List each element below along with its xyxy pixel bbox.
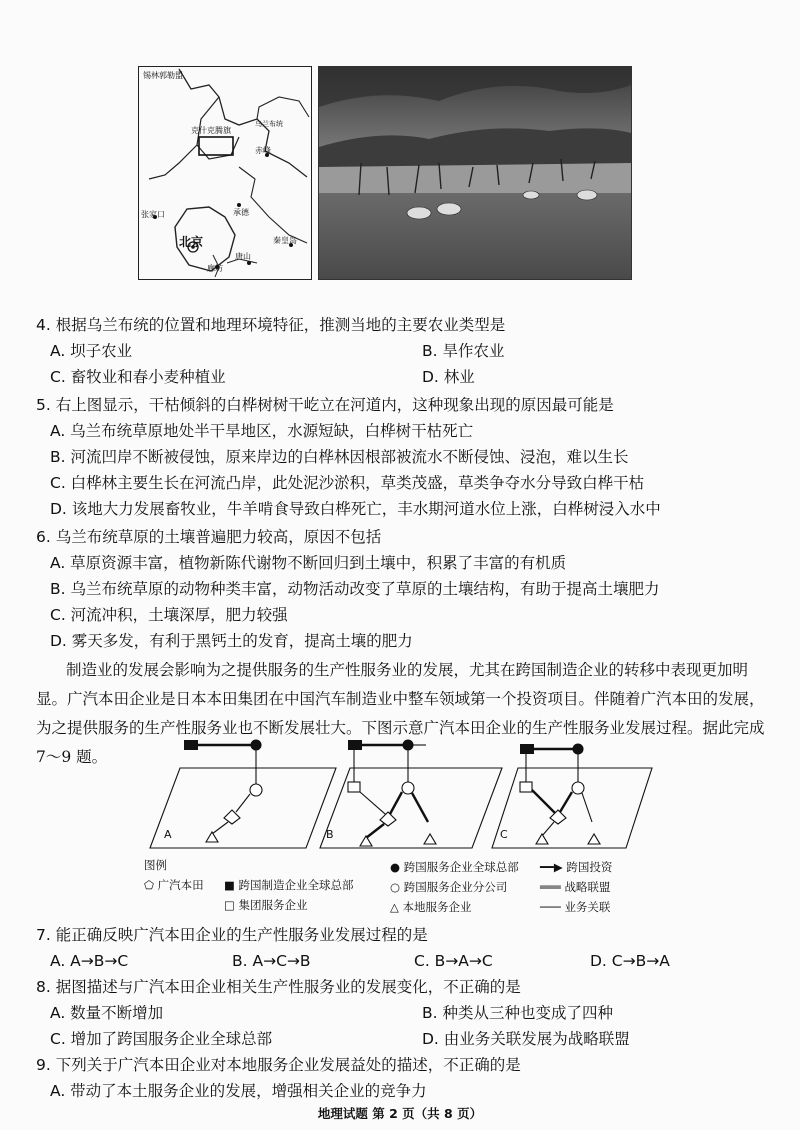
question-7-option-b[interactable]: B. A→C→B [232,952,311,970]
map-label-tangshan: 唐山 [235,252,251,261]
question-5-option-c[interactable]: C. 白桦林主要生长在河流凸岸，此处泥沙淤积，草类茂盛，草类争夺水分导致白桦干枯 [50,474,645,492]
question-4-option-c[interactable]: C. 畜牧业和春小麦种植业 [50,368,226,386]
map-label-qinhuangdao: 秦皇岛 [273,236,297,245]
legend-item-group-service: □ 集团服务企业 [224,898,308,912]
legend-item-mfg-hq: ■ 跨国制造企业全球总部 [224,878,354,892]
question-7-stem: 7. 能正确反映广汽本田企业的生产性服务业发展过程的是 [36,926,428,944]
panel-b-label: B [326,828,334,841]
legend-item-local-service: △ 本地服务企业 [390,900,472,914]
legend-label: 跨国服务企业全球总部 [403,860,519,874]
legend-item-alliance: ═══ 战略联盟 [540,880,611,894]
map-label-chengde: 承德 [233,208,249,217]
page-footer: 地理试题 第 2 页（共 8 页） [317,1106,483,1121]
question-6-option-b[interactable]: B. 乌兰布统草原的动物种类丰富，动物活动改变了草原的土壤结构，有助于提高土壤肥力 [50,580,660,598]
question-4-option-d[interactable]: D. 林业 [422,368,475,386]
question-8-stem: 8. 据图描述与广汽本田企业相关生产性服务业的发展变化，不正确的是 [36,978,521,996]
question-9-stem: 9. 下列关于广汽本田企业对本地服务企业发展益处的描述，不正确的是 [36,1056,521,1074]
map-label-hexigten: 克什克腾旗 [191,126,231,135]
question-7-option-d[interactable]: D. C→B→A [590,952,670,970]
legend-label: 战略联盟 [564,880,611,894]
legend-item-investment: ━━▶ 跨国投资 [540,860,613,874]
question-4-stem: 4. 根据乌兰布统的位置和地理环境特征，推测当地的主要农业类型是 [36,316,506,334]
question-4-option-b[interactable]: B. 旱作农业 [422,342,505,360]
question-7-option-c[interactable]: C. B→A→C [414,952,493,970]
location-map [138,66,312,280]
legend-label: 业务关联 [564,900,611,914]
question-8-option-d[interactable]: D. 由业务关联发展为战略联盟 [422,1030,630,1048]
map-label-wulanbutong: 乌兰布统 [255,120,283,128]
question-6-option-c[interactable]: C. 河流冲积，土壤深厚，肥力较强 [50,606,288,624]
legend-label: 广汽本田 [157,878,204,892]
map-label-xilingol: 锡林郭勒盟 [143,71,183,80]
panel-c-label: C [500,828,508,841]
legend-item-business-link: ─── 业务关联 [540,900,611,914]
panel-a [150,740,336,848]
legend-label: 本地服务企业 [402,900,472,914]
question-8-option-b[interactable]: B. 种类从三种也变成了四种 [422,1004,613,1022]
legend-item-service-hq: ● 跨国服务企业全球总部 [390,860,519,874]
map-label-langfang: 廊坊 [207,264,223,273]
diagram-legend [144,857,664,919]
map-label-zhangjiakou: 张家口 [141,210,165,219]
grassland-photo [318,66,632,280]
question-5-option-a[interactable]: A. 乌兰布统草原地处半干旱地区，水源短缺，白桦树干枯死亡 [50,422,474,440]
panel-a-label: A [164,828,172,841]
question-5-option-d[interactable]: D. 该地大力发展畜牧业，牛羊啃食导致白桦死亡，丰水期河道水位上涨，白桦树浸入水中 [50,500,661,518]
panel-b [320,740,502,848]
map-label-beijing: 北京 [179,235,204,249]
panel-c [492,744,652,848]
question-8-option-c[interactable]: C. 增加了跨国服务企业全球总部 [50,1030,273,1048]
legend-label: 跨国服务企业分公司 [403,880,508,894]
question-6-option-d[interactable]: D. 雾天多发，有利于黑钙土的发育，提高土壤的肥力 [50,632,413,650]
legend-label: 跨国投资 [566,860,613,874]
diagram-svg [140,738,660,858]
legend-label: 跨国制造企业全球总部 [238,878,354,892]
passage-text: 制造业的发展会影响为之提供服务的生产性服务业的发展，尤其在跨国制造企业的转移中表现更加明显。广汽本田企业是日本本田集团在中国汽车制造业中整车领域第一个投资项目。伴随着广汽本田的发展，为之提供服务的生产性服务业也不断发展壮大。下图示意广汽本田企业的生产性服务业发展过程。据此完成 7～9 题。 [36,661,765,766]
question-4-option-a[interactable]: A. 坝子农业 [50,342,133,360]
map-drawing [139,67,311,279]
legend-item-service-branch: ○ 跨国服务企业分公司 [390,880,508,894]
question-8-option-a[interactable]: A. 数量不断增加 [50,1004,164,1022]
question-7-option-a[interactable]: A. A→B→C [50,952,129,970]
legend-item-honda: ⬠ 广汽本田 [144,878,204,892]
question-5-option-b[interactable]: B. 河流凹岸不断被侵蚀，原来岸边的白桦林因根部被流水不断侵蚀、浸泡，难以生长 [50,448,629,466]
question-6-option-a[interactable]: A. 草原资源丰富，植物新陈代谢物不断回归到土壤中，积累了丰富的有机质 [50,554,567,572]
figure-row [138,66,638,280]
legend-label: 集团服务企业 [238,898,308,912]
map-label-chifeng: 赤峰 [255,146,271,155]
legend-title: 图例 [144,858,167,872]
question-5-stem: 5. 右上图显示，干枯倾斜的白桦树树干屹立在河道内，这种现象出现的原因最可能是 [36,396,614,414]
question-9-option-a[interactable]: A. 带动了本土服务企业的发展，增强相关企业的竞争力 [50,1082,427,1100]
question-6-stem: 6. 乌兰布统草原的土壤普遍肥力较高，原因不包括 [36,528,382,546]
photo-drawing [319,67,631,279]
